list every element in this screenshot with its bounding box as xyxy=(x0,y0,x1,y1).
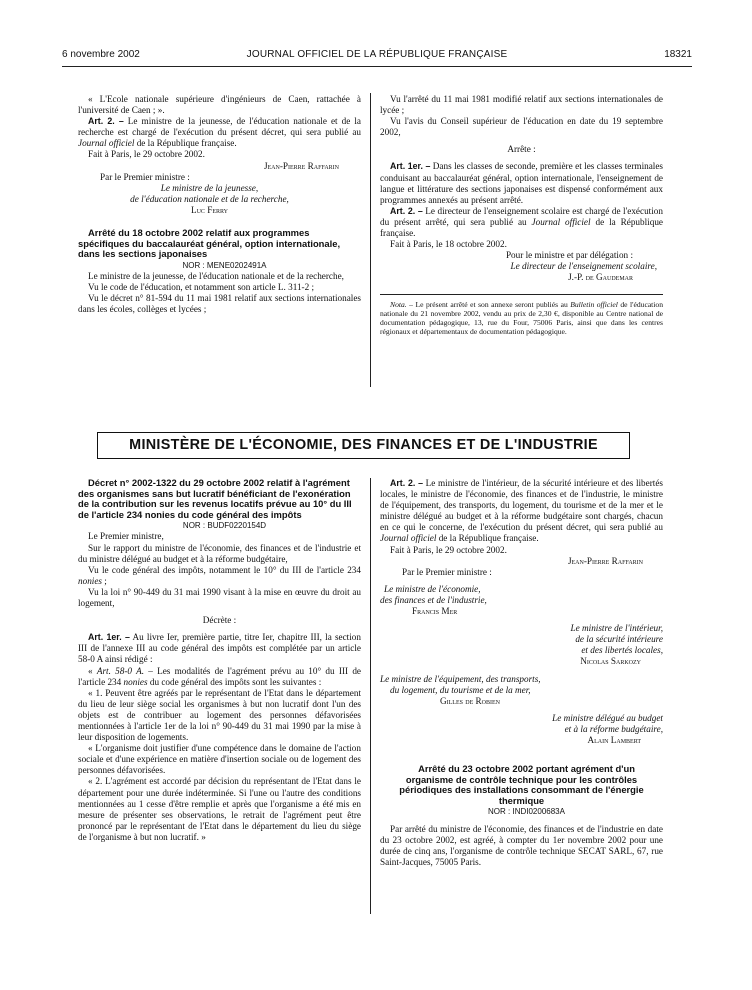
bottom-left-q4: « 2. L'agrément est accordé par décision du représentant de l'Etat dans le département pour une durée indéterminée. Si l'une ou l'autre des conditions mentionnées au 1 cesse d'être remplie et après que l'organisme a été mis en mesure de présenter ses observations, le retrait de l'agrément peut être prononcé par le représentant de l'Etat dans le département du lieu du siège de l'organisme à but non lucratif. » xyxy=(78,776,361,842)
bottom-left-decrete: Décrète : xyxy=(202,615,237,626)
top-right-fait: Fait à Paris, le 18 octobre 2002. xyxy=(390,239,507,250)
bottom-left-q1: « Art. 58-0 A. – Les modalités de l'agrément prévu au 10° du III de l'article 234 nonies du code général des impôts sont les suivantes : xyxy=(78,665,361,687)
top-left-minister-l1: Le ministre de la jeunesse, xyxy=(160,182,259,193)
top-right-v1: Vu l'arrêté du 11 mai 1981 modifié relatif aux sections internationales de lycée ; xyxy=(380,94,663,116)
bottom-right-m3-sig: Gilles de Robien xyxy=(440,695,501,706)
top-left-signer2: Luc Ferry xyxy=(190,204,229,215)
bottom-right-m2-sig: Nicolas Sarkozy xyxy=(580,656,641,667)
bottom-right-m3-l2: du logement, du tourisme et de la mer, xyxy=(390,684,531,695)
bottom-right-m2-l2: de la sécurité intérieure xyxy=(575,634,663,645)
bottom-left-nor: NOR : BUDF0220154D xyxy=(182,521,267,531)
top-left-pre1: Le ministre de la jeunesse, de l'éducation nationale et de la recherche, xyxy=(88,270,344,281)
bottom-right-m4-l1: Le ministre délégué au budget xyxy=(552,712,663,723)
bottom-right-m2-l1: Le ministre de l'intérieur, xyxy=(570,623,663,634)
bottom-right-m1-sig: Francis Mer xyxy=(412,606,458,617)
header-rule xyxy=(62,66,692,67)
bottom-right-m4-sig: Alain Lambert xyxy=(587,734,641,745)
top-right-art2: Art. 2. – Le directeur de l'enseignement scolaire est chargé de l'exécution du présent arrêté, qui sera publié au Journal officiel de la République française. xyxy=(380,205,663,239)
bottom-left-q3: « L'organisme doit justifier d'une compétence dans le domaine de l'action sociale et d'une expérience en matière d'insertion sociale ou de logement des personnes défavorisées. xyxy=(78,743,361,776)
top-column-divider xyxy=(370,93,371,387)
top-left-minister-l2: de l'éducation nationale et de la recherche, xyxy=(130,193,289,204)
top-right-note-rule xyxy=(380,294,663,295)
bottom-right-arrete-title: Arrêté du 23 octobre 2002 portant agrément d'un organisme de contrôle technique pour les contrôles périodiques des installations consommant de l'énergie thermique xyxy=(399,763,644,806)
top-right-arrete: Arrête : xyxy=(507,144,536,155)
top-left-signer1: Jean-Pierre Raffarin xyxy=(263,160,339,171)
top-right-art1: Art. 1er. – Dans les classes de seconde, première et les classes terminales conduisant au baccalauréat général, option internationale, l'enseignement de langue et littérature des sections japonaises est dispensé conformément aux programmes annexés au présent arrêté. xyxy=(380,161,663,205)
page-header xyxy=(62,49,692,63)
bottom-left-p3: Vu le code général des impôts, notamment le 10° du III de l'article 234 nonies ; xyxy=(78,564,361,586)
bottom-right-nor: NOR : INDI0200683A xyxy=(488,807,565,817)
bottom-right-m2-l3: et des libertés locales, xyxy=(581,645,663,656)
bottom-right-par: Par le Premier ministre : xyxy=(402,566,492,577)
top-left-pre3: Vu le décret n° 81-594 du 11 mai 1981 relatif aux sections internationales dans les écoles, collèges et lycées ; xyxy=(78,293,361,315)
top-right-signer: J.-P. de Gaudemar xyxy=(568,272,633,283)
top-right-v2: Vu l'avis du Conseil supérieur de l'éducation en date du 19 septembre 2002, xyxy=(380,116,663,138)
header-page-number: 18321 xyxy=(664,49,692,60)
bottom-right-m1-l2: des finances et de l'industrie, xyxy=(380,594,487,605)
bottom-right-m1-l1: Le ministre de l'économie, xyxy=(384,583,481,594)
top-right-pour: Pour le ministre et par délégation : xyxy=(505,250,633,261)
bottom-left-art1: Art. 1er. – Au livre Ier, première partie, titre Ier, chapitre III, la section III de l'annexe III au code général des impôts est complétée par un article 58-0 A ainsi rédigé : xyxy=(78,632,361,665)
bottom-column-divider xyxy=(370,478,371,914)
bottom-right-column xyxy=(380,478,663,868)
top-left-p1: « L'Ecole nationale supérieure d'ingénieurs de Caen, rattachée à l'université de Caen ; ». xyxy=(78,94,361,116)
top-left-arrete-title: Arrêté du 18 octobre 2002 relatif aux programmes spécifiques du baccalauréat général, option internationale, dans les sections japonaises xyxy=(78,227,341,260)
top-left-art2: Art. 2. – Le ministre de la jeunesse, de l'éducation nationale et de la recherche est chargé de l'exécution du présent décret, qui sera publié au Journal officiel de la République française. xyxy=(78,116,361,149)
top-left-nor: NOR : MENE0202491A xyxy=(182,260,267,270)
bottom-right-art2: Art. 2. – Le ministre de l'intérieur, de la sécurité intérieure et des libertés locales, le ministre de l'économie, des finances et de l'industrie, le ministre de l'équipement, des transports, du logement, du tourisme et de la mer et le ministre délégué au budget et à la réforme budgétaire sont chargés, chacun en ce qui le concerne, de l'exécution du présent décret, qui sera publié au Journal officiel de la République française. xyxy=(380,478,663,544)
bottom-right-fait: Fait à Paris, le 29 octobre 2002. xyxy=(390,544,507,555)
header-date: 6 novembre 2002 xyxy=(62,49,140,60)
bottom-right-signer1: Jean-Pierre Raffarin xyxy=(567,555,643,566)
bottom-right-m4-l2: et à la réforme budgétaire, xyxy=(564,723,663,734)
top-left-pre2: Vu le code de l'éducation, et notamment son article L. 311-2 ; xyxy=(88,282,315,292)
top-right-directeur: Le directeur de l'enseignement scolaire, xyxy=(510,261,657,272)
bottom-right-p1: Par arrêté du ministre de l'économie, des finances et de l'industrie en date du 23 octobre 2002, est agréé, à compter du 1er novembre 2002 pour une durée de cinq ans, l'organisme de contrôle technique SECAT SARL, 67, rue Saint-Jacques, 75005 Paris. xyxy=(380,823,663,867)
bottom-left-p1: Le Premier ministre, xyxy=(88,531,164,542)
header-journal-title: JOURNAL OFFICIEL DE LA RÉPUBLIQUE FRANÇAISE xyxy=(246,49,508,60)
top-left-column xyxy=(78,94,361,315)
bottom-left-p4: Vu la loi n° 90-449 du 31 mai 1990 visant à la mise en œuvre du droit au logement, xyxy=(78,586,361,609)
bottom-left-p2: Sur le rapport du ministre de l'économie, des finances et de l'industrie et du ministre délégué au budget et à la réforme budgétaire, xyxy=(78,542,361,564)
top-right-note: Nota. – Le présent arrêté et son annexe seront publiés au Bulletin officiel de l'éducation nationale du 21 novembre 2002, vendu au prix de 2,30 €, disponible au Centre national de documentation pédagogique, 13, rue du Four, 75006 Paris, ainsi que dans les centres régionaux et départementaux de documentation pédagogique. xyxy=(380,299,663,336)
bottom-left-column xyxy=(78,478,361,843)
top-right-column xyxy=(380,94,663,336)
bottom-left-q2: « 1. Peuvent être agréés par le représentant de l'Etat dans le département du lieu de leur siège social les organismes à but non lucratif dont l'un des objets est de contribuer au logement des personnes défavorisées mentionnées à l'article 1er de la loi n° 90-449 du 31 mai 1990 par la mise à leur disposition de logements. xyxy=(78,687,361,743)
bottom-left-decret-title: Décret n° 2002-1322 du 29 octobre 2002 relatif à l'agrément des organismes sans but lucratif bénéficiant de l'exonération de la contribution sur les revenus locatifs prévue au 10° du III de l'article 234 nonies du code général des impôts xyxy=(78,477,352,520)
ministry-banner: MINISTÈRE DE L'ÉCONOMIE, DES FINANCES ET DE L'INDUSTRIE xyxy=(97,432,630,459)
top-left-par: Par le Premier ministre : xyxy=(100,171,190,182)
bottom-right-m3-l1: Le ministre de l'équipement, des transports, xyxy=(380,673,541,684)
top-left-fait: Fait à Paris, le 29 octobre 2002. xyxy=(88,149,205,160)
